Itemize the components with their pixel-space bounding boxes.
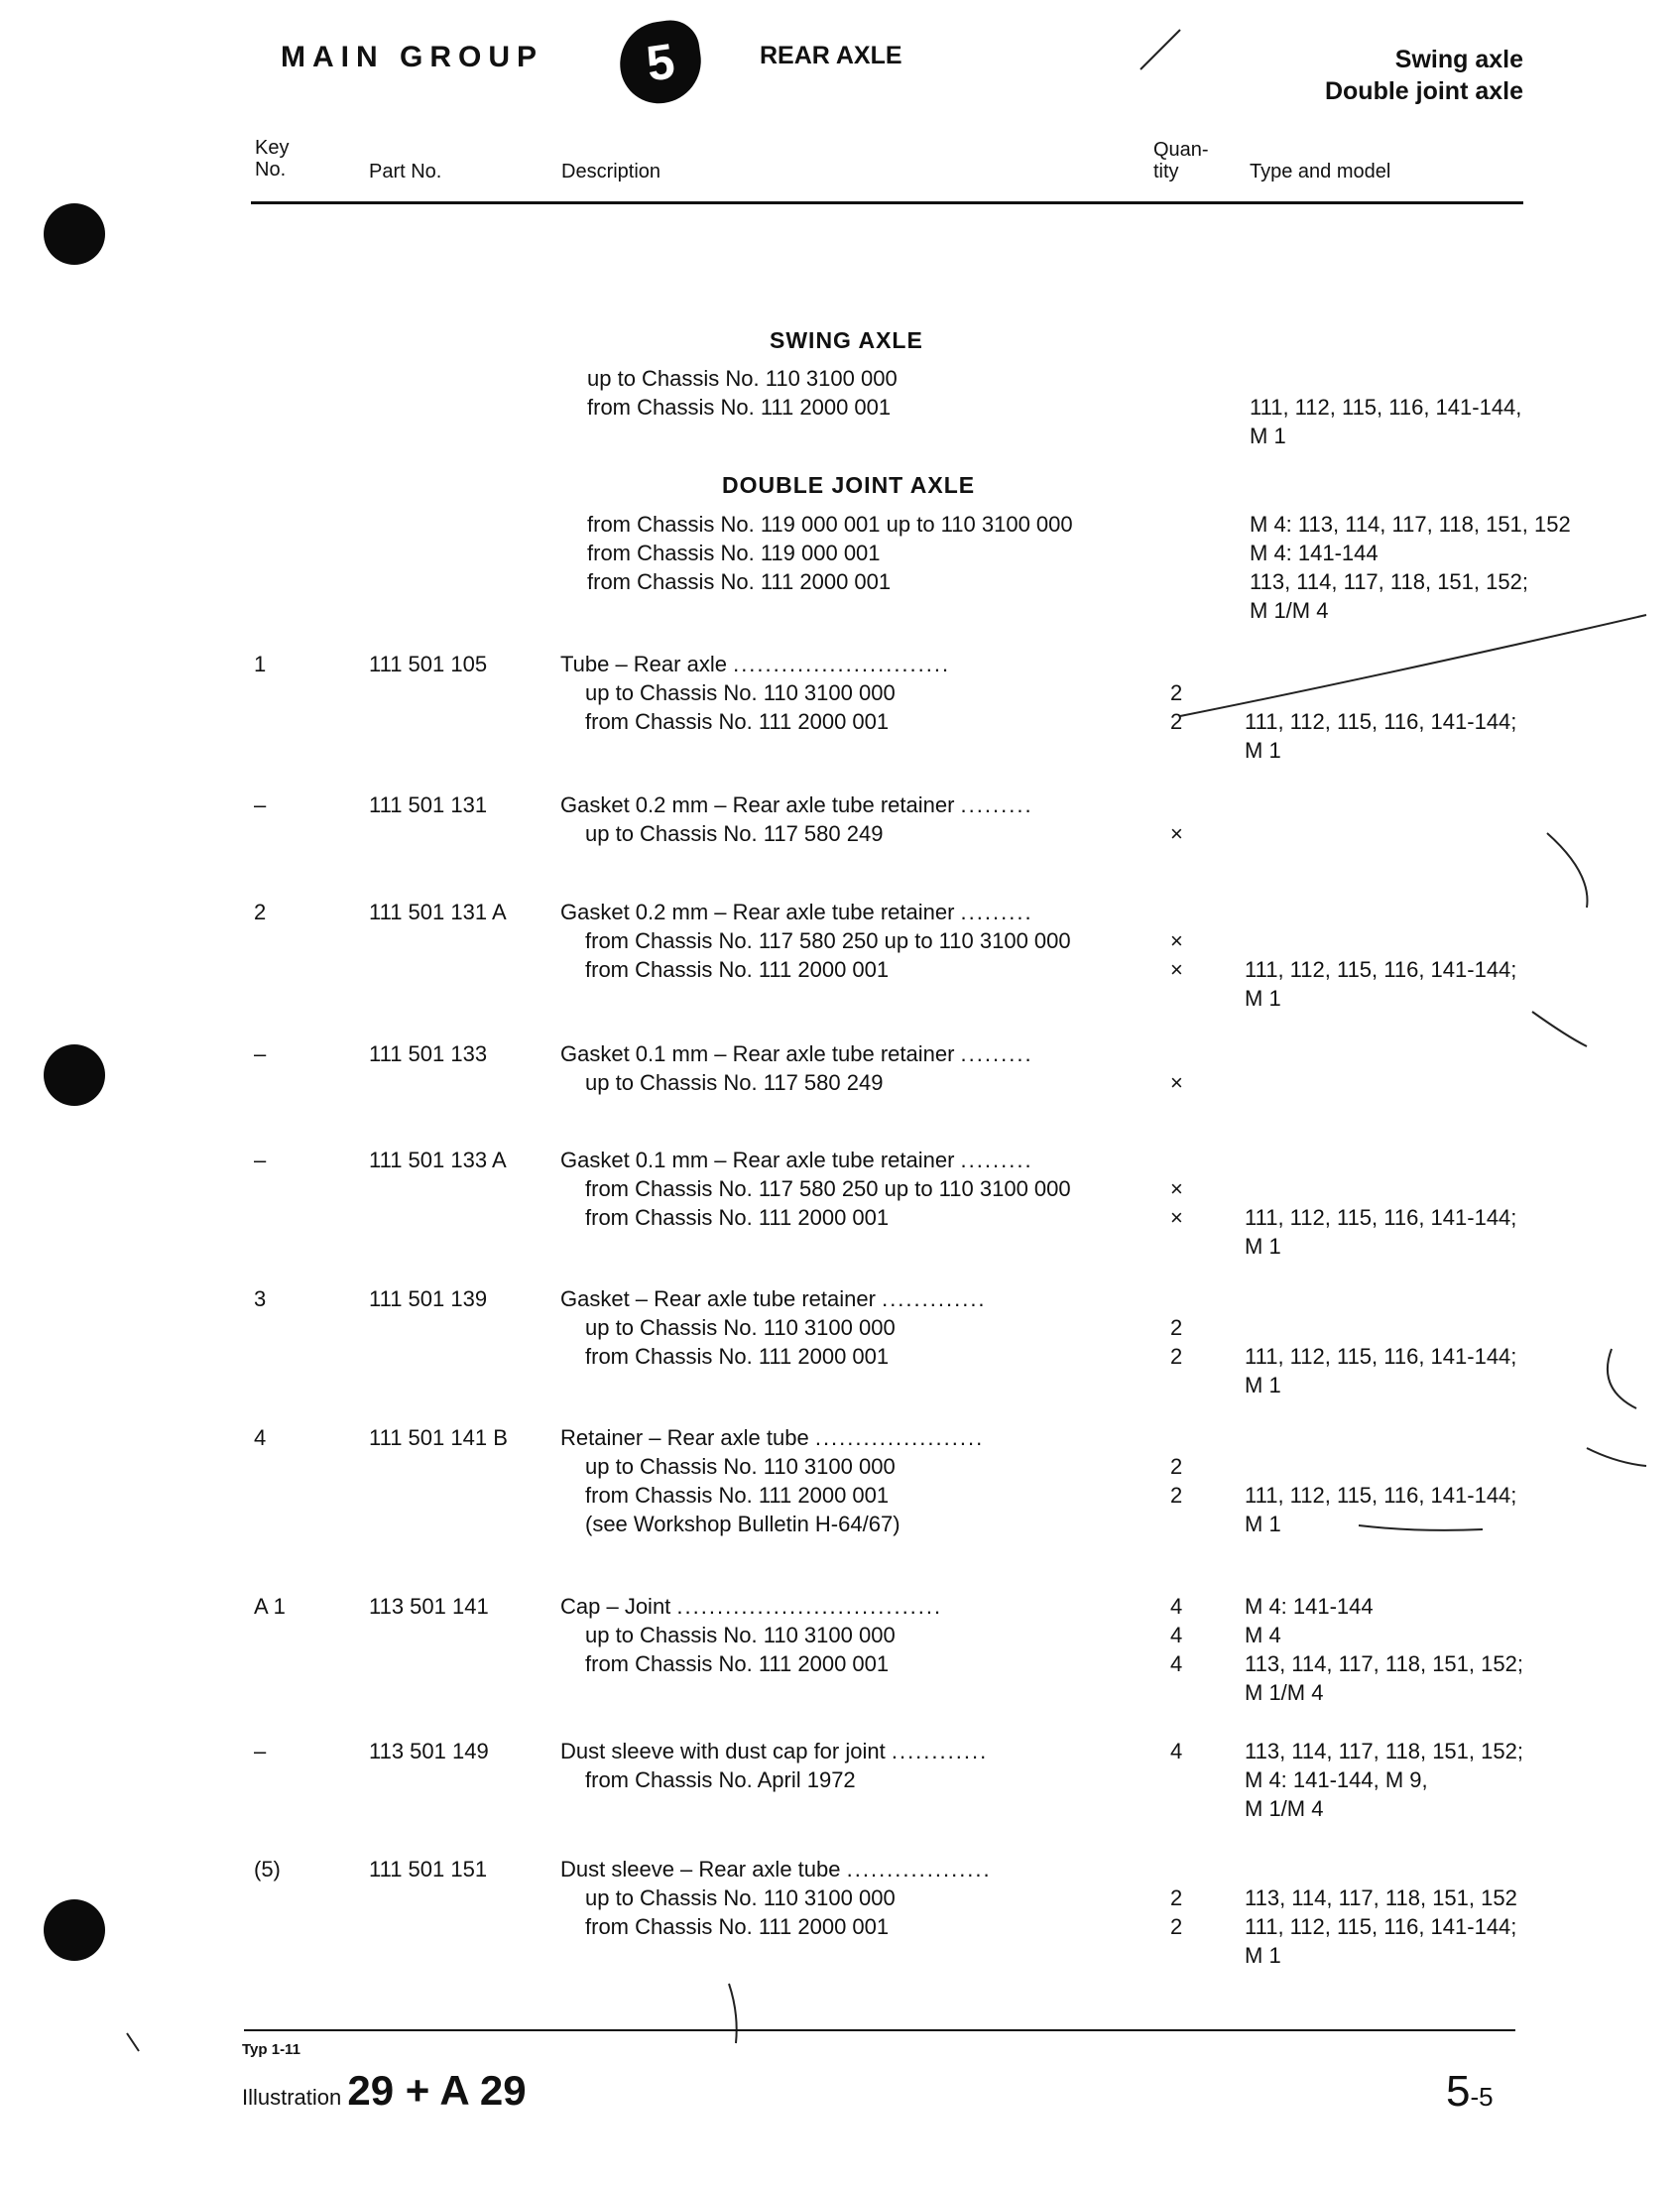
variant-double-joint-axle: Double joint axle <box>1324 77 1523 105</box>
part-model: M 1/M 4 <box>1245 1796 1324 1821</box>
part-description-subline: up to Chassis No. 117 580 249 <box>585 1070 884 1095</box>
part-key-no: – <box>254 792 267 817</box>
part-number: 111 501 151 <box>369 1857 488 1882</box>
col-qty-line1: Quan- <box>1153 139 1209 161</box>
part-description-main: Tube – Rear axle <box>560 652 727 676</box>
swing-model-1: 111, 112, 115, 116, 141-144, <box>1250 395 1522 420</box>
part-description-subline: from Chassis No. 111 2000 001 <box>585 1205 890 1230</box>
part-description-subline: up to Chassis No. 117 580 249 <box>585 821 884 846</box>
group-number-badge: 5 <box>615 17 707 109</box>
dot-leader: ................................. <box>676 1594 943 1619</box>
double-model-1: M 4: 113, 114, 117, 118, 151, 152 <box>1250 512 1571 537</box>
part-quantity: × <box>1170 1176 1183 1201</box>
part-description-subline: from Chassis No. April 1972 <box>585 1767 856 1792</box>
part-model: M 1 <box>1245 1943 1281 1968</box>
part-model: 111, 112, 115, 116, 141-144; <box>1245 1483 1517 1508</box>
part-model: 113, 114, 117, 118, 151, 152; <box>1245 1651 1523 1676</box>
part-quantity: × <box>1170 1070 1183 1095</box>
part-key-no: – <box>254 1148 267 1172</box>
col-description: Description <box>561 161 661 182</box>
page-number-main: 5 <box>1446 2067 1471 2116</box>
part-description-subline: from Chassis No. 111 2000 001 <box>585 1344 890 1369</box>
part-key-no: 3 <box>254 1286 267 1311</box>
part-key-no: – <box>254 1739 267 1763</box>
dot-leader: ......... <box>960 1041 1033 1066</box>
part-description-subline: from Chassis No. 111 2000 001 <box>585 1651 890 1676</box>
page-number-sub: -5 <box>1470 2082 1494 2112</box>
section-title-double-joint-axle: DOUBLE JOINT AXLE <box>722 472 976 498</box>
part-description-subline: from Chassis No. 111 2000 001 <box>585 957 890 982</box>
section-title-swing-axle: SWING AXLE <box>770 327 923 353</box>
part-number: 113 501 141 <box>369 1594 489 1619</box>
part-number: 111 501 133 <box>369 1041 488 1066</box>
part-quantity: × <box>1170 957 1183 982</box>
part-model: 111, 112, 115, 116, 141-144; <box>1245 1914 1517 1939</box>
part-key-no: 2 <box>254 900 267 924</box>
double-line-1: from Chassis No. 119 000 001 up to 110 3100 000 <box>587 512 1073 537</box>
footer-illustration <box>242 2067 527 2115</box>
part-description-subline: up to Chassis No. 110 3100 000 <box>585 1623 896 1647</box>
part-number: 111 501 139 <box>369 1286 488 1311</box>
page-number <box>1446 2067 1494 2117</box>
part-description-subline: up to Chassis No. 110 3100 000 <box>585 1885 896 1910</box>
dot-leader: ........................... <box>733 652 951 676</box>
swing-line-2: from Chassis No. 111 2000 001 <box>587 395 892 420</box>
dot-leader: ............ <box>891 1739 989 1763</box>
part-quantity: 2 <box>1170 1344 1183 1369</box>
part-description-main: Gasket 0.1 mm – Rear axle tube retainer <box>560 1148 955 1172</box>
double-model-3: 113, 114, 117, 118, 151, 152; <box>1250 569 1528 594</box>
part-model: M 1 <box>1245 986 1281 1011</box>
double-line-2: from Chassis No. 119 000 001 <box>587 541 881 565</box>
part-key-no: (5) <box>254 1857 281 1882</box>
illustration-label: Illustration <box>242 2085 342 2110</box>
part-quantity: 2 <box>1170 1885 1183 1910</box>
double-model-4: M 1/M 4 <box>1250 598 1329 623</box>
part-number: 111 501 131 A <box>369 900 507 924</box>
dot-leader: ......... <box>960 1148 1033 1172</box>
col-qty-line2: tity <box>1153 161 1179 182</box>
dot-leader: ..................... <box>814 1425 985 1450</box>
part-number: 111 501 141 B <box>369 1425 508 1450</box>
part-quantity: 2 <box>1170 709 1183 734</box>
part-description-subline: from Chassis No. 117 580 250 up to 110 3100 000 <box>585 1176 1071 1201</box>
dot-leader: ............. <box>882 1286 987 1311</box>
double-line-3: from Chassis No. 111 2000 001 <box>587 569 892 594</box>
part-quantity: 2 <box>1170 1315 1183 1340</box>
part-quantity: 2 <box>1170 680 1183 705</box>
part-quantity: 4 <box>1170 1594 1183 1619</box>
part-quantity: 4 <box>1170 1651 1183 1676</box>
part-description-main: Dust sleeve with dust cap for joint <box>560 1739 886 1763</box>
part-quantity: × <box>1170 1205 1183 1230</box>
footer-rule <box>244 2029 1515 2031</box>
part-number: 113 501 149 <box>369 1739 489 1763</box>
part-description-main: Cap – Joint <box>560 1594 671 1619</box>
dot-leader: ......... <box>960 792 1033 817</box>
part-quantity: 2 <box>1170 1914 1183 1939</box>
part-model: M 1 <box>1245 1512 1281 1536</box>
part-key-no: A 1 <box>254 1594 286 1619</box>
part-model: M 4 <box>1245 1623 1281 1647</box>
part-quantity: 4 <box>1170 1739 1183 1763</box>
col-type-model: Type and model <box>1250 161 1391 182</box>
part-description-subline: from Chassis No. 117 580 250 up to 110 3100 000 <box>585 928 1071 953</box>
col-key-line2: No. <box>255 159 287 181</box>
part-number: 111 501 133 A <box>369 1148 507 1172</box>
main-group-label: MAIN GROUP <box>281 41 543 73</box>
swing-line-1: up to Chassis No. 110 3100 000 <box>587 366 898 391</box>
variant-swing-axle: Swing axle <box>1394 46 1523 73</box>
part-model: M 4: 141-144, M 9, <box>1245 1767 1428 1792</box>
dot-leader: .................. <box>846 1857 992 1882</box>
part-model: 111, 112, 115, 116, 141-144; <box>1245 1344 1517 1369</box>
part-description-subline: from Chassis No. 111 2000 001 <box>585 1914 890 1939</box>
part-model: 111, 112, 115, 116, 141-144; <box>1245 709 1517 734</box>
part-description-main: Gasket – Rear axle tube retainer <box>560 1286 876 1311</box>
part-model: 111, 112, 115, 116, 141-144; <box>1245 1205 1517 1230</box>
part-quantity: × <box>1170 928 1183 953</box>
part-model: 113, 114, 117, 118, 151, 152 <box>1245 1885 1517 1910</box>
part-description-subline: (see Workshop Bulletin H-64/67) <box>585 1512 900 1536</box>
col-part-no: Part No. <box>369 161 442 182</box>
part-quantity: × <box>1170 821 1183 846</box>
footer-typ: Typ 1-11 <box>242 2041 300 2058</box>
part-number: 111 501 131 <box>369 792 488 817</box>
part-description-subline: up to Chassis No. 110 3100 000 <box>585 1454 896 1479</box>
part-description-main: Dust sleeve – Rear axle tube <box>560 1857 841 1882</box>
part-description-main: Gasket 0.1 mm – Rear axle tube retainer <box>560 1041 955 1066</box>
part-quantity: 2 <box>1170 1483 1183 1508</box>
part-number: 111 501 105 <box>369 652 488 676</box>
swing-model-2: M 1 <box>1250 424 1286 448</box>
part-description-main: Retainer – Rear axle tube <box>560 1425 809 1450</box>
part-model: M 1 <box>1245 1234 1281 1259</box>
part-description-main: Gasket 0.2 mm – Rear axle tube retainer <box>560 792 955 817</box>
part-description-subline: from Chassis No. 111 2000 001 <box>585 1483 890 1508</box>
part-key-no: 1 <box>254 652 267 676</box>
double-model-2: M 4: 141-144 <box>1250 541 1379 565</box>
part-description-subline: up to Chassis No. 110 3100 000 <box>585 680 896 705</box>
part-key-no: – <box>254 1041 267 1066</box>
part-key-no: 4 <box>254 1425 267 1450</box>
col-key-line1: Key <box>255 137 290 159</box>
part-quantity: 2 <box>1170 1454 1183 1479</box>
part-description-main: Gasket 0.2 mm – Rear axle tube retainer <box>560 900 955 924</box>
part-model: M 1 <box>1245 1373 1281 1397</box>
part-description-subline: from Chassis No. 111 2000 001 <box>585 709 890 734</box>
group-name: REAR AXLE <box>760 42 902 69</box>
part-description-subline: up to Chassis No. 110 3100 000 <box>585 1315 896 1340</box>
dot-leader: ......... <box>960 900 1033 924</box>
part-quantity: 4 <box>1170 1623 1183 1647</box>
part-model: M 1/M 4 <box>1245 1680 1324 1705</box>
part-model: M 1 <box>1245 738 1281 763</box>
part-model: M 4: 141-144 <box>1245 1594 1374 1619</box>
illustration-refs: 29 + A 29 <box>347 2067 527 2114</box>
part-model: 111, 112, 115, 116, 141-144; <box>1245 957 1517 982</box>
part-model: 113, 114, 117, 118, 151, 152; <box>1245 1739 1523 1763</box>
